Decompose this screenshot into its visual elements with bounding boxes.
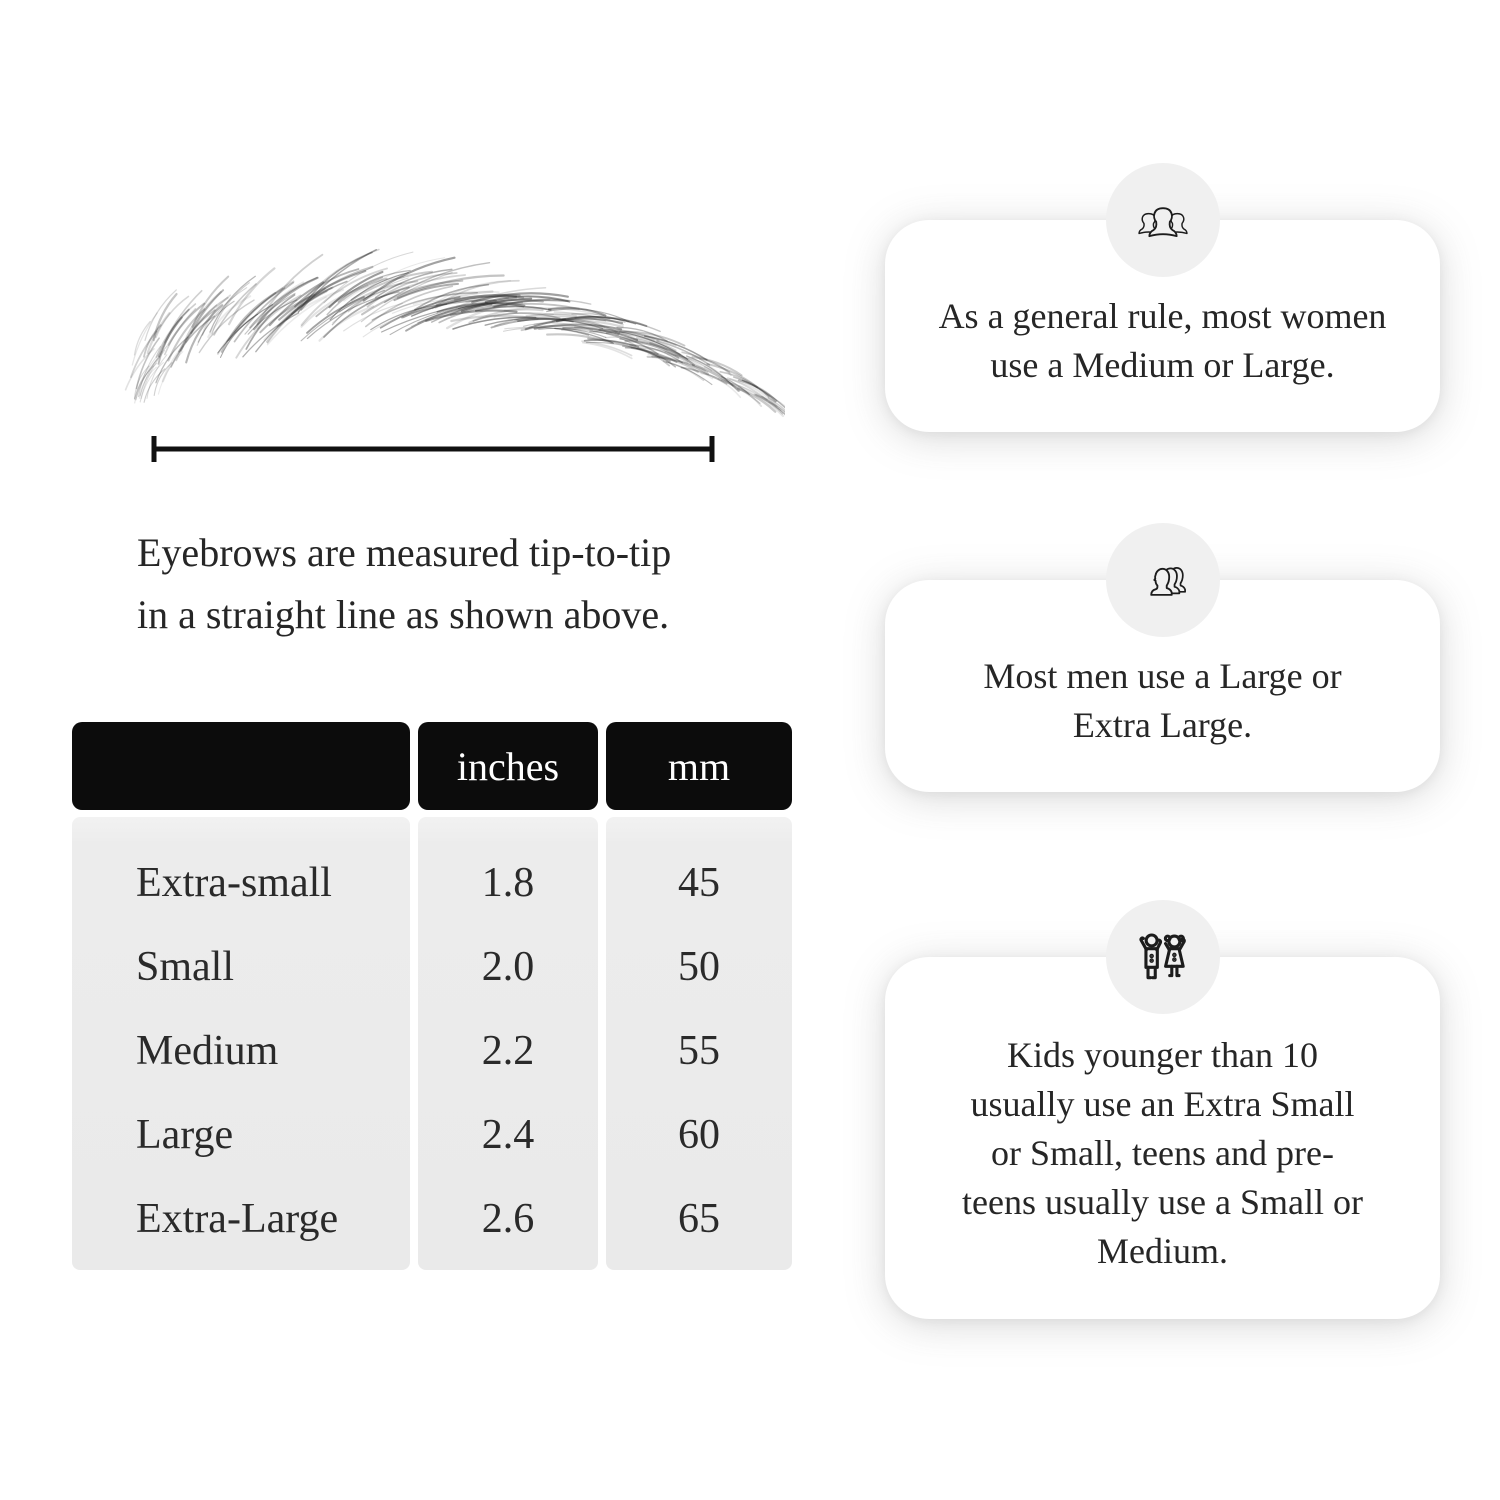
table-body-mm [606,817,792,1270]
kids-badge [1106,900,1220,1014]
info-card-men [885,523,1440,792]
table-row-inches-value: 2.0 [481,944,535,990]
table-column-sizes [72,722,410,1270]
info-card-kids [885,900,1440,1319]
table-row-size-label: Medium [136,1028,279,1074]
table-row-mm-value: 45 [678,860,720,906]
kids-icon [1132,926,1194,988]
table-body-sizes [72,817,410,1270]
women-card-text: As a general rule, most women use a Medium or Large. [938,296,1387,385]
women-badge [1106,163,1220,277]
men-card-text: Most men use a Large or Extra Large. [983,656,1342,745]
kids-card-text: Kids younger than 10 usually use an Extra Small or Small, teens and pre-teens usually use a Small or Medium. [962,1034,1363,1271]
table-body-inches [418,817,598,1270]
table-row-inches-value: 2.6 [481,1196,535,1242]
table-row-size-label: Small [136,944,235,990]
table-row-mm-value: 60 [678,1112,720,1158]
caption-line-1: Eyebrows are measured tip-to-tip [137,530,672,575]
table-column-inches [418,722,598,1270]
men-icon [1132,549,1194,611]
caption-line-2: in a straight line as shown above. [137,592,670,637]
table-row-inches-value: 2.4 [481,1112,535,1158]
measurement-line [148,433,718,465]
women-icon [1132,189,1194,251]
size-table [72,722,792,1270]
table-row-inches-value: 2.2 [481,1028,535,1074]
info-card-women [885,163,1440,432]
table-header-blank [72,722,410,810]
table-row-size-label: Extra-Large [136,1196,339,1242]
table-row-size-label: Extra-small [136,860,332,906]
table-header-mm: mm [606,722,792,810]
table-header-inches: inches [418,722,598,810]
table-row-mm-value: 65 [678,1196,720,1242]
table-row-mm-value: 55 [678,1028,720,1074]
men-badge [1106,523,1220,637]
table-row-size-label: Large [136,1112,234,1158]
table-row-inches-value: 1.8 [481,860,535,906]
table-column-mm [606,722,792,1270]
eyebrow-illustration [105,218,785,430]
measurement-caption [137,522,797,646]
table-row-mm-value: 50 [678,944,720,990]
